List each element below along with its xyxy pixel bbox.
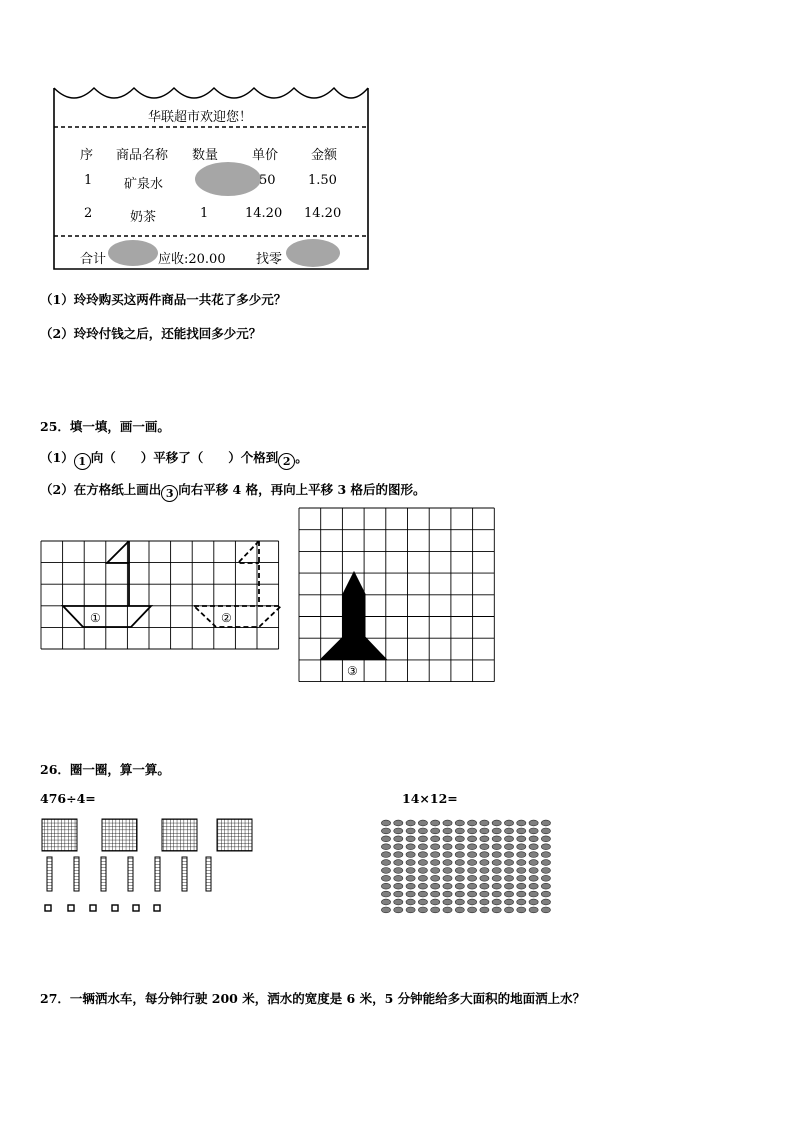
dot (504, 907, 513, 913)
dot (431, 868, 440, 874)
dot (418, 907, 427, 913)
dot (455, 883, 464, 889)
dot (418, 899, 427, 905)
header-amount: 金额 (311, 148, 338, 163)
dot (541, 868, 550, 874)
dot (492, 860, 501, 866)
dot (418, 860, 427, 866)
dot (529, 899, 538, 905)
q25-sub1-end: 。 (295, 450, 308, 465)
row2-no: 2 (84, 206, 93, 221)
dot (480, 875, 489, 881)
dot (468, 828, 477, 834)
dot (443, 891, 452, 897)
row1-name: 矿泉水 (124, 177, 164, 192)
dot (517, 860, 526, 866)
dot (480, 883, 489, 889)
dot (455, 860, 464, 866)
q25-title: 25．填一填，画一画。 (40, 419, 170, 434)
dot (381, 899, 390, 905)
dot (541, 820, 550, 826)
dot (406, 875, 415, 881)
dot (541, 836, 550, 842)
q26-expr-1: 476÷4= (40, 791, 96, 806)
dot (529, 891, 538, 897)
dot (529, 868, 538, 874)
dot (517, 883, 526, 889)
dot (529, 860, 538, 866)
dot (406, 844, 415, 850)
row2-name: 奶茶 (130, 210, 157, 225)
dot (492, 828, 501, 834)
total-label: 合计 (80, 252, 107, 267)
dot (455, 907, 464, 913)
dot (443, 820, 452, 826)
dot (492, 875, 501, 881)
dot (394, 852, 403, 858)
dot (381, 907, 390, 913)
dot (394, 828, 403, 834)
dot (529, 875, 538, 881)
dot (394, 907, 403, 913)
dot (492, 852, 501, 858)
dot (504, 852, 513, 858)
dot (381, 883, 390, 889)
dot (381, 875, 390, 881)
dot (406, 899, 415, 905)
dot (504, 828, 513, 834)
dot (394, 860, 403, 866)
dot (443, 844, 452, 850)
dot (394, 820, 403, 826)
dot (541, 828, 550, 834)
dot (517, 844, 526, 850)
dot (418, 844, 427, 850)
dot (431, 828, 440, 834)
q26-expr-2: 14×12= (402, 791, 458, 806)
dot (406, 820, 415, 826)
dot (443, 828, 452, 834)
q27-text: 27．一辆洒水车，每分钟行驶 200 米，洒水的宽度是 6 米，5 分钟能给多大面积的地面洒上水？ (40, 991, 586, 1006)
dot (443, 836, 452, 842)
dot (406, 883, 415, 889)
dot (468, 860, 477, 866)
dot (517, 868, 526, 874)
q25-sub1-text: 向（ ）平移了（ ）个格到 (90, 450, 279, 465)
dot (517, 891, 526, 897)
circle-3-icon: 3 (161, 485, 178, 502)
row2-qty: 1 (200, 206, 209, 221)
header-name: 商品名称 (116, 148, 169, 163)
dot (504, 899, 513, 905)
dot (431, 875, 440, 881)
dot (418, 820, 427, 826)
dot (504, 820, 513, 826)
dot (381, 820, 390, 826)
dot (406, 907, 415, 913)
dot (492, 899, 501, 905)
dot (418, 828, 427, 834)
dot (406, 891, 415, 897)
dot (431, 907, 440, 913)
dot (418, 891, 427, 897)
dot (394, 836, 403, 842)
dot (504, 891, 513, 897)
dot (480, 868, 489, 874)
dot (468, 852, 477, 858)
dot (504, 875, 513, 881)
dot (455, 828, 464, 834)
dot (381, 828, 390, 834)
q25-sub2-prefix: （2）在方格纸上画出 (40, 482, 162, 497)
dot (504, 883, 513, 889)
dot (468, 883, 477, 889)
q24-sub2: （2）玲玲付钱之后，还能找回多少元？ (40, 326, 262, 341)
dot (480, 836, 489, 842)
dot (480, 860, 489, 866)
dot (480, 852, 489, 858)
change-label: 找零 (256, 252, 283, 267)
dot (431, 899, 440, 905)
dot (468, 907, 477, 913)
dot (431, 883, 440, 889)
dot (381, 836, 390, 842)
dot (431, 891, 440, 897)
header-price: 单价 (252, 148, 279, 163)
dot (394, 844, 403, 850)
boat-1-label: ① (90, 611, 101, 625)
dot (381, 868, 390, 874)
dot (480, 907, 489, 913)
dot (492, 883, 501, 889)
dot (492, 868, 501, 874)
dot (443, 883, 452, 889)
q26-title: 26．圈一圈，算一算。 (40, 762, 170, 777)
dot (529, 836, 538, 842)
dot (517, 828, 526, 834)
dot (504, 868, 513, 874)
row1-no: 1 (84, 173, 93, 188)
dot (529, 852, 538, 858)
dot (504, 836, 513, 842)
dot (406, 868, 415, 874)
dot (455, 875, 464, 881)
dot (529, 907, 538, 913)
dot (468, 820, 477, 826)
dot (455, 891, 464, 897)
dot (418, 875, 427, 881)
dot (480, 820, 489, 826)
dot (468, 836, 477, 842)
q24-sub1: （1）玲玲购买这两件商品一共花了多少元？ (40, 292, 287, 307)
dot (394, 891, 403, 897)
dot (443, 875, 452, 881)
dot (517, 836, 526, 842)
dot (529, 844, 538, 850)
row2-amount: 14.20 (304, 206, 342, 221)
dot (541, 852, 550, 858)
dot (468, 875, 477, 881)
dot (431, 860, 440, 866)
dot (431, 844, 440, 850)
dot (492, 891, 501, 897)
dot (492, 907, 501, 913)
dot (541, 875, 550, 881)
dot (381, 852, 390, 858)
circle-2-icon: 2 (278, 453, 295, 470)
dot (529, 828, 538, 834)
dot (468, 844, 477, 850)
dot (418, 883, 427, 889)
dot (468, 899, 477, 905)
dot (480, 899, 489, 905)
header-no: 序 (80, 148, 94, 163)
dot (517, 899, 526, 905)
rocket-label: ③ (347, 664, 358, 678)
dot (381, 891, 390, 897)
dot (418, 836, 427, 842)
row1-price: 50 (259, 173, 276, 188)
dot (418, 868, 427, 874)
dot (394, 883, 403, 889)
dot (529, 883, 538, 889)
dot (406, 836, 415, 842)
receipt-title: 华联超市欢迎您！ (148, 110, 253, 125)
dot (455, 844, 464, 850)
dot (394, 868, 403, 874)
dot (517, 907, 526, 913)
dot (468, 868, 477, 874)
dot (480, 844, 489, 850)
dot (517, 852, 526, 858)
dot (492, 836, 501, 842)
dot (541, 883, 550, 889)
receivable: 应收:20.00 (158, 252, 226, 267)
dot (517, 820, 526, 826)
boat-2-label: ② (221, 611, 232, 625)
dot (455, 836, 464, 842)
dot (431, 852, 440, 858)
dot (406, 860, 415, 866)
dot (504, 844, 513, 850)
dot (443, 852, 452, 858)
dot (406, 852, 415, 858)
circle-1-icon: 1 (74, 453, 91, 470)
q25-sub2-text: 向右平移 4 格，再向上平移 3 格后的图形。 (178, 482, 426, 497)
dot (517, 875, 526, 881)
dot (529, 820, 538, 826)
row2-price: 14.20 (245, 206, 283, 221)
dot (406, 828, 415, 834)
dot (492, 844, 501, 850)
dot (443, 868, 452, 874)
dot (541, 899, 550, 905)
dot (381, 860, 390, 866)
dot (541, 860, 550, 866)
dot (381, 844, 390, 850)
dot (480, 891, 489, 897)
row1-amount: 1.50 (308, 173, 337, 188)
q25-sub1-prefix: （1） (40, 450, 74, 465)
dot (480, 828, 489, 834)
dot (455, 868, 464, 874)
dot (394, 875, 403, 881)
dot (468, 891, 477, 897)
dot (394, 899, 403, 905)
dot (443, 899, 452, 905)
header-qty: 数量 (192, 148, 219, 163)
dot (492, 820, 501, 826)
dot (431, 820, 440, 826)
dot (455, 852, 464, 858)
dot (541, 907, 550, 913)
dot (418, 852, 427, 858)
dot (455, 899, 464, 905)
dot (443, 860, 452, 866)
dot (541, 891, 550, 897)
dot (504, 860, 513, 866)
dot (541, 844, 550, 850)
dot (455, 820, 464, 826)
dot (443, 907, 452, 913)
dot (431, 836, 440, 842)
